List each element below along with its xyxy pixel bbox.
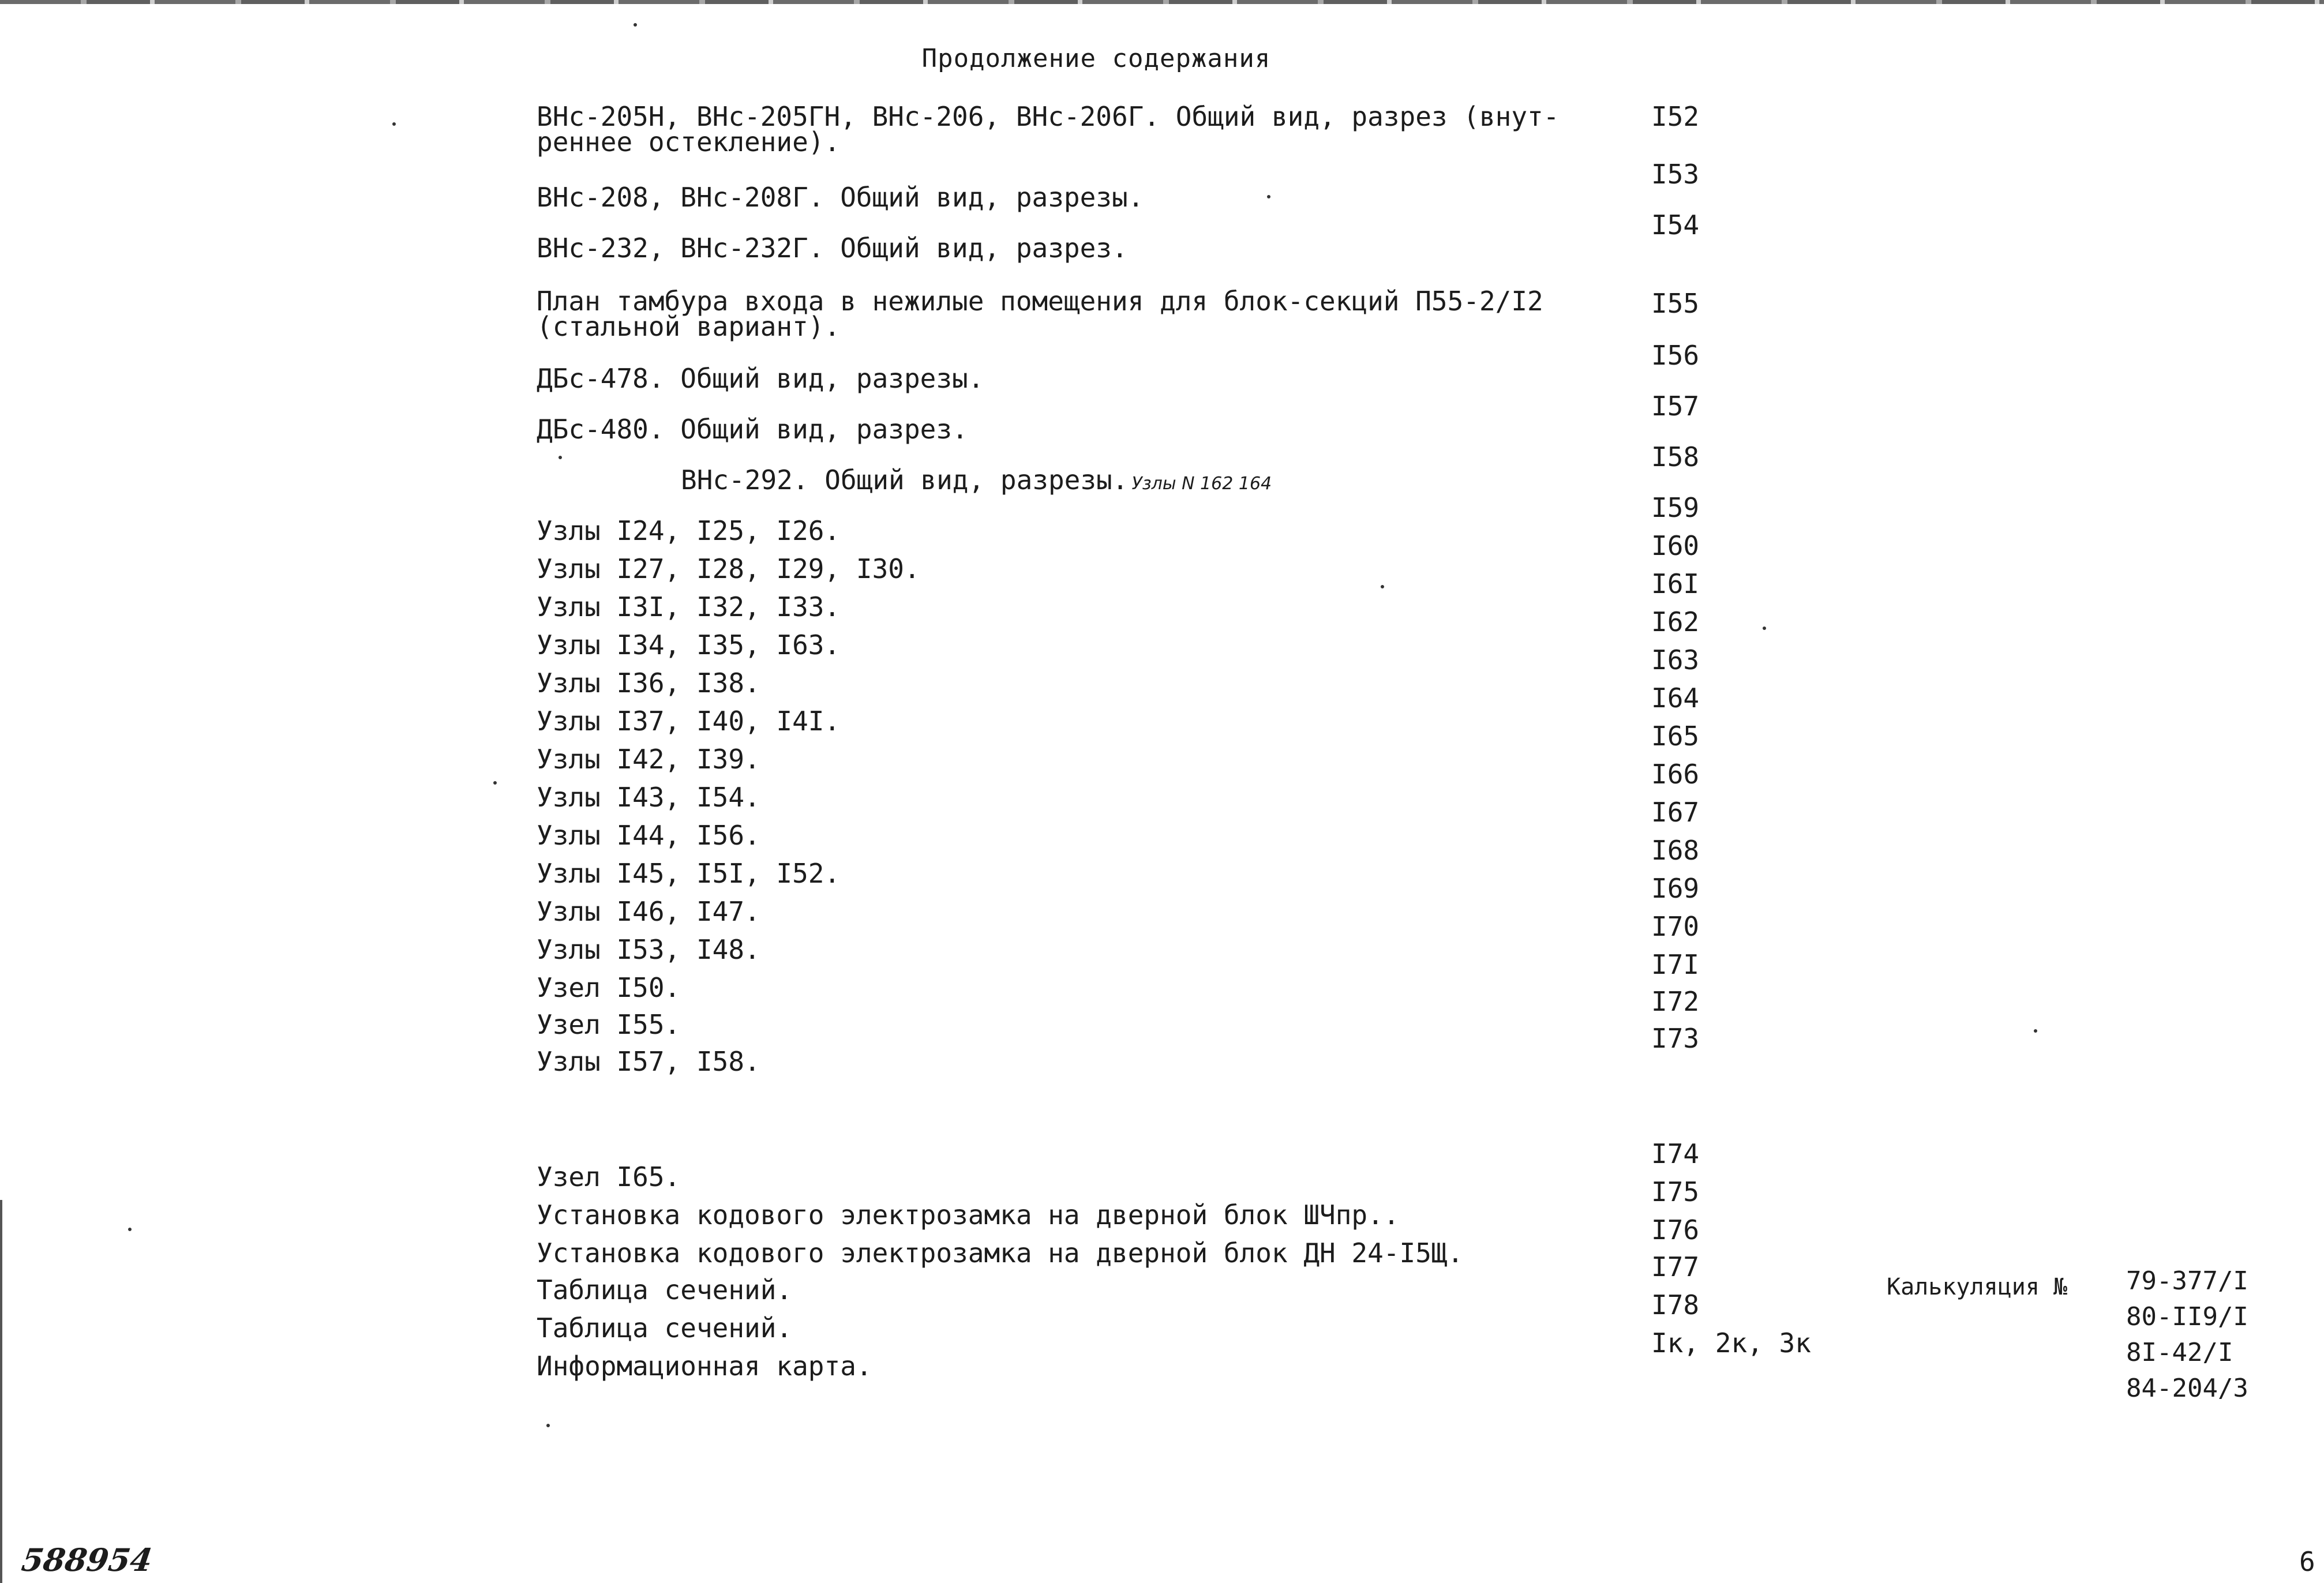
toc-entry-page: I57 [1651,391,1700,422]
toc-entry-page: I78 [1651,1289,1700,1321]
toc-entry-title: Узлы I27, I28, I29, I30. [537,553,920,584]
toc-entry-page: I58 [1651,441,1700,472]
toc-entry-page: I65 [1651,721,1700,752]
toc-entry-page: I56 [1651,340,1700,371]
toc-entry-title: Узлы I36, I38. [537,667,760,699]
scan-speck [1381,585,1384,588]
toc-entry-page: I74 [1651,1138,1700,1169]
scan-speck [128,1228,132,1231]
scan-speck [546,1424,550,1427]
toc-entry-page: I55 [1651,288,1700,319]
scan-speck [558,456,562,459]
toc-entry-title: Узлы I37, I40, I4I. [537,706,841,737]
toc-entry-title: ВНс-232, ВНс-232Г. Общий вид, разрез. [537,232,1128,264]
toc-entry-title: Узел I55. [537,1009,681,1040]
handwritten-note: Узлы N 162 164 [1131,474,1272,494]
toc-entry-title: Установка кодового электрозамка на дверной блок ШЧпр.. [537,1199,1400,1231]
scan-left-edge [0,1200,2,1583]
toc-entry-page: I70 [1651,911,1700,942]
toc-entry-title-text: ВНс-292. Общий вид, разрезы. [681,464,1129,496]
scan-speck [634,23,637,27]
sheet-number: 6 [2299,1546,2315,1577]
toc-entry-title: ДБс-480. Общий вид, разрез. [537,414,968,445]
toc-entry-page: I66 [1651,759,1700,790]
toc-entry-title: Узлы I3I, I32, I33. [537,591,841,622]
handwritten-stamp-number: 588954 [19,1541,155,1578]
toc-entry-title: План тамбура входа в нежилые помещения для блок-секций П55-2/I2 (стальной вариант). [537,286,1543,342]
toc-entry-page: I73 [1651,1023,1700,1054]
scan-speck [2034,1029,2037,1033]
toc-entry-page: I67 [1651,797,1700,828]
toc-entry-title: Информационная карта. [537,1351,872,1382]
toc-entry-title [681,464,1731,497]
toc-entry-title: Узлы I53, I48. [537,934,760,965]
calculation-label: Калькуляция № [1887,1274,2068,1300]
toc-entry-title: Узлы I46, I47. [537,896,760,927]
page-heading: Продолжение содержания [921,44,1271,73]
toc-entry-page: I68 [1651,835,1700,866]
toc-entry-page: I77 [1651,1251,1700,1282]
toc-entry-page: I54 [1651,209,1700,241]
toc-entry-page: I75 [1651,1176,1700,1207]
scan-speck [1763,627,1766,630]
toc-entry-title: Узлы I34, I35, I63. [537,629,841,661]
scan-speck [392,122,396,126]
toc-entry-page: I69 [1651,873,1700,904]
toc-entry-title: Установка кодового электрозамка на дверной блок ДН 24-I5Щ. [537,1237,1464,1269]
toc-entry-page: I64 [1651,682,1700,714]
toc-entry-title: ВНс-208, ВНс-208Г. Общий вид, разрезы. [537,182,1144,213]
toc-entry-page: I76 [1651,1214,1700,1246]
scan-speck [493,781,497,785]
toc-entry-title: Узлы I57, I58. [537,1046,760,1077]
toc-entry-page: I53 [1651,159,1700,190]
calculation-number: 8I-42/I [2126,1338,2233,1367]
toc-entry-page: I7I [1651,949,1700,980]
toc-entry-title: Узлы I24, I25, I26. [537,515,841,546]
toc-entry-title: Таблица сечений. [537,1274,793,1306]
calculation-number: 84-204/3 [2126,1374,2248,1403]
toc-entry-page: I59 [1651,492,1700,523]
toc-entry-page: I63 [1651,644,1700,676]
toc-entry-title: Узлы I42, I39. [537,744,760,775]
toc-entry-title: ВНс-205Н, ВНс-205ГН, ВНс-206, ВНс-206Г. Общий вид, разрез (внут- реннее остекление). [537,101,1560,157]
toc-entry-title: Узлы I43, I54. [537,782,760,813]
toc-entry-title: ДБс-478. Общий вид, разрезы. [537,363,984,394]
toc-entry-title: Узел I65. [537,1161,681,1192]
toc-entry-page: I6I [1651,568,1700,599]
toc-entry-page: I72 [1651,986,1700,1017]
scan-top-edge [0,0,2324,4]
toc-entry-page: Iк, 2к, 3к [1651,1327,1811,1359]
toc-entry-title: Узел I50. [537,972,681,1003]
toc-entry-page: I60 [1651,530,1700,561]
calculation-numbers [2126,1263,2248,1406]
toc-entry-page: I62 [1651,606,1700,637]
calculation-number: 80-II9/I [2126,1302,2248,1331]
toc-entry-title: Узлы I45, I5I, I52. [537,858,841,889]
toc-entry-title: Узлы I44, I56. [537,820,760,851]
toc-entry-title: Таблица сечений. [537,1312,793,1344]
toc-entry-page: I52 [1651,101,1700,132]
calculation-number: 79-377/I [2126,1266,2248,1296]
